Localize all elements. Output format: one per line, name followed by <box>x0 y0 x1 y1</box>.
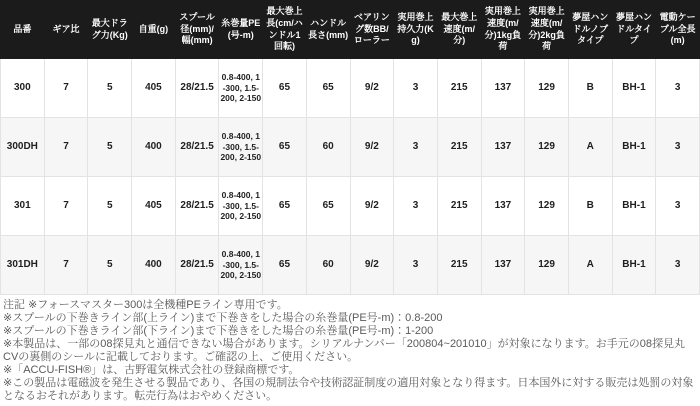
table-cell: A <box>568 118 612 177</box>
table-cell: 137 <box>481 236 525 295</box>
table-row <box>1 177 700 236</box>
header-cell: 最大巻上長(cm/ハンドル1回転) <box>263 1 307 59</box>
model-cell: 300 <box>1 59 45 118</box>
table-cell: 400 <box>132 118 176 177</box>
header-cell: 糸巻量PE(号-m) <box>219 1 263 59</box>
table-row <box>1 236 700 295</box>
table-cell: 9/2 <box>350 118 394 177</box>
table-cell: BH-1 <box>612 118 656 177</box>
table-cell: 3 <box>394 59 438 118</box>
table-cell: BH-1 <box>612 236 656 295</box>
notes-section <box>0 295 700 403</box>
header-cell: ベアリング数BB/ローラー <box>350 1 394 59</box>
header-cell: 夢屋ハンドルタイプ <box>612 1 656 59</box>
table-cell: 28/21.5 <box>175 177 219 236</box>
table-cell: 215 <box>437 118 481 177</box>
table-cell: 3 <box>656 118 700 177</box>
table-cell: 400 <box>132 236 176 295</box>
table-cell: 0.8-400, 1-300, 1.5-200, 2-150 <box>219 59 263 118</box>
table-cell: B <box>568 59 612 118</box>
header-cell: 夢屋ハンドルノブタイプ <box>568 1 612 59</box>
table-cell: 65 <box>263 236 307 295</box>
table-row <box>1 118 700 177</box>
table-cell: 28/21.5 <box>175 236 219 295</box>
table-cell: 215 <box>437 59 481 118</box>
table-cell: 129 <box>525 177 569 236</box>
table-cell: 3 <box>394 177 438 236</box>
table-cell: 65 <box>263 118 307 177</box>
table-cell: 9/2 <box>350 177 394 236</box>
table-cell: 5 <box>88 177 132 236</box>
table-cell: 3 <box>394 118 438 177</box>
table-cell: 137 <box>481 59 525 118</box>
table-cell: 9/2 <box>350 59 394 118</box>
header-cell: ギア比 <box>44 1 88 59</box>
table-cell: 0.8-400, 1-300, 1.5-200, 2-150 <box>219 177 263 236</box>
header-cell: 自重(g) <box>132 1 176 59</box>
header-cell: 電動ケーブル全長(m) <box>656 1 700 59</box>
header-cell: ハンドル長さ(mm) <box>306 1 350 59</box>
table-cell: 65 <box>263 177 307 236</box>
table-cell: 65 <box>306 177 350 236</box>
note-line: ※スプールの下巻きライン部(下ライン)まで下巻きをした場合の糸巻量(PE号-m)：1-200 <box>3 325 434 337</box>
spec-table-body <box>1 59 700 295</box>
header-cell: 実用巻上持久力(Kg) <box>394 1 438 59</box>
table-cell: 28/21.5 <box>175 118 219 177</box>
table-cell: 215 <box>437 177 481 236</box>
table-cell: 215 <box>437 236 481 295</box>
table-cell: A <box>568 236 612 295</box>
note-line: ※本製品は、一部の08探見丸と通信できない場合があります。シリアルナンバー「200804~201010」が対象になります。お手元の08探見丸CVの裏側のシールに記載しております。ご確認の上、ご使用ください。 <box>3 338 685 363</box>
table-cell: BH-1 <box>612 59 656 118</box>
table-cell: 7 <box>44 177 88 236</box>
note-line: ※「ACCU-FISH®」は、古野電気株式会社の登録商標です。 <box>3 364 300 376</box>
table-cell: 60 <box>306 236 350 295</box>
note-line: 注記 ※フォースマスター300は全機種PEライン専用です。 <box>3 299 288 311</box>
header-cell: 最大ドラグ力(Kg) <box>88 1 132 59</box>
table-cell: 9/2 <box>350 236 394 295</box>
table-cell: 137 <box>481 177 525 236</box>
table-cell: 7 <box>44 236 88 295</box>
header-cell: 品番 <box>1 1 45 59</box>
table-cell: 7 <box>44 59 88 118</box>
table-cell: 129 <box>525 118 569 177</box>
header-cell: 実用巻上速度(m/分)1kg負荷 <box>481 1 525 59</box>
table-cell: 65 <box>306 59 350 118</box>
table-cell: 3 <box>656 177 700 236</box>
table-cell: 3 <box>656 236 700 295</box>
header-row <box>1 1 700 59</box>
table-cell: 5 <box>88 236 132 295</box>
table-cell: 28/21.5 <box>175 59 219 118</box>
table-cell: 65 <box>263 59 307 118</box>
model-cell: 300DH <box>1 118 45 177</box>
table-cell: 129 <box>525 59 569 118</box>
table-cell: 137 <box>481 118 525 177</box>
model-cell: 301 <box>1 177 45 236</box>
table-cell: B <box>568 177 612 236</box>
header-cell: スプール径(mm)/幅(mm) <box>175 1 219 59</box>
header-cell: 最大巻上速度(m/分) <box>437 1 481 59</box>
table-cell: 5 <box>88 59 132 118</box>
table-cell: 405 <box>132 177 176 236</box>
table-cell: 0.8-400, 1-300, 1.5-200, 2-150 <box>219 118 263 177</box>
table-cell: BH-1 <box>612 177 656 236</box>
table-cell: 405 <box>132 59 176 118</box>
table-cell: 3 <box>394 236 438 295</box>
table-row <box>1 59 700 118</box>
table-cell: 7 <box>44 118 88 177</box>
table-cell: 3 <box>656 59 700 118</box>
header-cell: 実用巻上速度(m/分)2kg負荷 <box>525 1 569 59</box>
model-cell: 301DH <box>1 236 45 295</box>
table-cell: 60 <box>306 118 350 177</box>
note-line: ※スプールの下巻きライン部(上ライン)まで下巻きをした場合の糸巻量(PE号-m)：0.8-200 <box>3 312 443 324</box>
note-line: ※この製品は電磁波を発生させる製品であり、各国の規制法令や技術認証制度の適用対象となり得ます。日本国外に対する販売は処罰の対象となるおそれがあります。転売行為はおやめください。 <box>3 377 694 402</box>
table-cell: 5 <box>88 118 132 177</box>
table-cell: 129 <box>525 236 569 295</box>
table-cell: 0.8-400, 1-300, 1.5-200, 2-150 <box>219 236 263 295</box>
spec-table-head <box>1 1 700 59</box>
